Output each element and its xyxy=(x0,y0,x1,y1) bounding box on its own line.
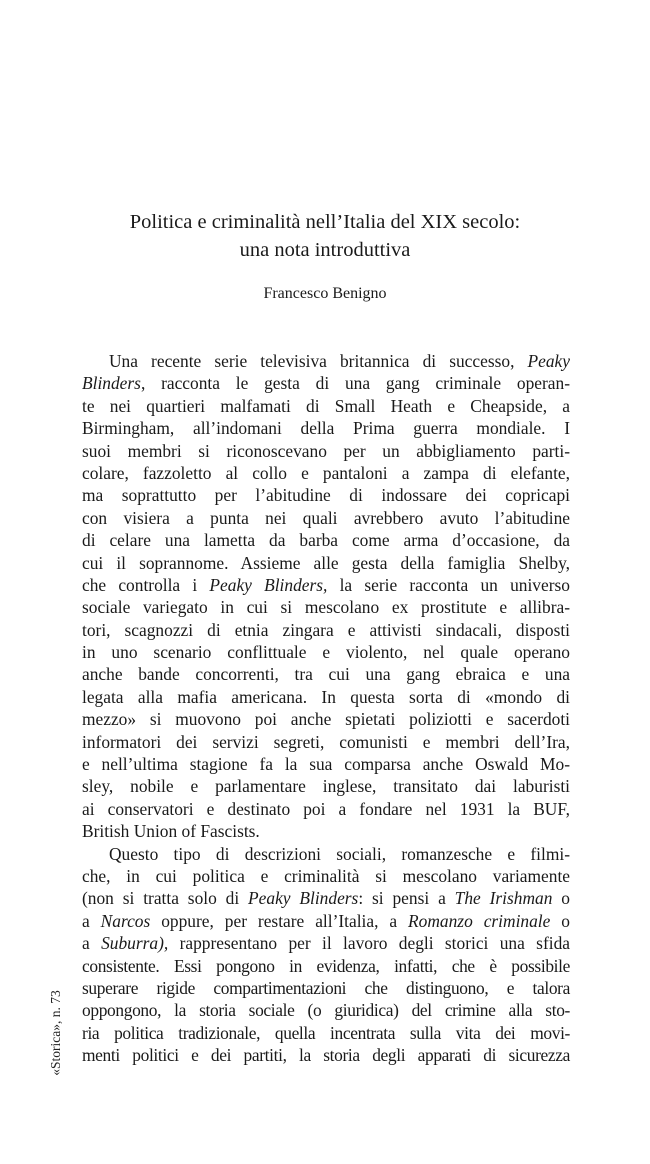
italic-title: Peaky xyxy=(527,351,570,371)
text-line xyxy=(82,843,570,865)
text-run: menti politici e dei partiti, la storia degli apparati di sicurezza xyxy=(82,1045,570,1066)
text-run: sociale variegato in cui si mescolano ex prostitute e allibra- xyxy=(82,597,570,618)
journal-margin-note: «Storica», n. 73 xyxy=(48,990,63,1076)
text-run: tori, scagnozzi di etnia zingara e attivisti sindacali, disposti xyxy=(82,619,570,640)
text-run: e nell’ultima stagione fa la sua comparsa anche Oswald Mo- xyxy=(82,754,570,775)
text-run: ma soprattutto per l’abitudine di indossare dei copricapi xyxy=(82,485,570,506)
text-run: che controlla i xyxy=(82,574,210,595)
italic-title: Narcos xyxy=(100,910,151,931)
italic-title: Peaky Blinders xyxy=(248,888,359,909)
text-line xyxy=(82,440,570,462)
text-run: a xyxy=(82,933,102,954)
italic-title: The Irishman xyxy=(454,888,553,909)
text-line xyxy=(82,708,570,730)
text-run: Questo tipo di descrizioni sociali, romanzesche e filmi- xyxy=(109,843,570,864)
text-line xyxy=(82,663,570,685)
text-line xyxy=(82,641,570,663)
italic-title: Peaky Blinders, xyxy=(209,574,328,595)
text-run: di celare una lametta da barba come arma d’occasione, da xyxy=(82,530,570,551)
text-line xyxy=(82,350,570,372)
text-run: consistente. Essi pongono in evidenza, infatti, che è possibile xyxy=(82,955,570,976)
text-run: superare rigide compartimentazioni che distinguono, e talora xyxy=(82,977,570,998)
text-run: suoi membri si riconoscevano per un abbigliamento parti- xyxy=(82,440,570,461)
text-line xyxy=(82,619,570,641)
text-line xyxy=(82,507,570,529)
text-run: in uno scenario conflittuale e violento, nel quale operano xyxy=(82,642,570,663)
text-run: informatori dei servizi segreti, comunisti e membri dell’Ira, xyxy=(82,731,570,752)
text-run: mezzo» si muovono poi anche spietati poliziotti e sacerdoti xyxy=(82,709,570,730)
article-title xyxy=(80,208,570,264)
text-line xyxy=(82,731,570,753)
text-line xyxy=(82,820,570,842)
article-body xyxy=(82,350,570,1067)
text-line xyxy=(82,798,570,820)
text-run: ai conservatori e destinato poi a fondare nel 1931 la BUF, xyxy=(82,798,570,819)
text-line xyxy=(82,999,570,1021)
text-line xyxy=(82,574,570,596)
text-line xyxy=(82,775,570,797)
text-line xyxy=(82,887,570,909)
text-run: , racconta le gesta di una gang criminale operan- xyxy=(140,373,570,394)
text-run: (non si tratta solo di xyxy=(82,888,249,909)
text-run: ria politica tradizionale, quella incentrata sulla vita dei movi- xyxy=(82,1022,570,1043)
italic-title: Suburra), xyxy=(101,933,169,954)
text-run: colare, fazzoletto al collo e pantaloni a zampa di elefante, xyxy=(82,462,570,483)
text-run: British Union of Fascists. xyxy=(82,821,260,842)
text-line xyxy=(82,865,570,887)
text-run: o xyxy=(550,910,570,931)
text-line xyxy=(82,753,570,775)
text-line xyxy=(82,395,570,417)
text-line xyxy=(82,529,570,551)
text-run: Birmingham, all’indomani della Prima guerra mondiale. I xyxy=(82,418,570,439)
text-run: oppure, per restare all’Italia, a xyxy=(150,910,409,931)
text-line xyxy=(82,977,570,999)
text-line xyxy=(82,552,570,574)
text-run: rappresentano per il lavoro degli storici una sfida xyxy=(168,933,570,954)
text-run: la serie racconta un universo xyxy=(327,574,570,595)
text-line xyxy=(82,462,570,484)
text-run: cui il soprannome. Assieme alle gesta della famiglia Shelby, xyxy=(82,552,570,573)
text-line xyxy=(82,417,570,439)
text-run: oppongono, la storia sociale (o giuridica) del crimine alla sto- xyxy=(82,1000,570,1021)
text-line xyxy=(82,686,570,708)
text-run: Una recente serie televisiva britannica di successo, xyxy=(109,351,528,371)
text-run: a xyxy=(82,910,101,931)
author-name: Francesco Benigno xyxy=(263,285,387,302)
title-line-1: Politica e criminalità nell’Italia del XIX secolo: xyxy=(129,211,521,233)
text-run: che, in cui politica e criminalità si mescolano variamente xyxy=(82,865,570,886)
text-run: anche bande concorrenti, tra cui una gang ebraica e una xyxy=(82,664,570,685)
italic-title: Romanzo criminale xyxy=(408,910,551,931)
text-run: o xyxy=(552,888,570,909)
title-line-2: una nota introduttiva xyxy=(239,239,411,261)
text-run: : si pensi a xyxy=(358,888,455,909)
text-line xyxy=(82,910,570,932)
text-line xyxy=(82,1022,570,1044)
text-line xyxy=(82,1044,570,1066)
text-run: legata alla mafia americana. In questa sorta di «mondo di xyxy=(82,686,570,707)
text-line xyxy=(82,372,570,394)
text-run: con visiera a punta nei quali avrebbero avuto l’abitudine xyxy=(82,507,570,528)
text-run: te nei quartieri malfamati di Small Heath e Cheapside, a xyxy=(82,395,570,416)
text-line xyxy=(82,932,570,954)
text-line xyxy=(82,484,570,506)
italic-title: Blinders xyxy=(82,373,141,394)
text-line xyxy=(82,955,570,977)
text-line xyxy=(82,596,570,618)
text-run: sley, nobile e parlamentare inglese, transitato dai laburisti xyxy=(82,776,570,797)
